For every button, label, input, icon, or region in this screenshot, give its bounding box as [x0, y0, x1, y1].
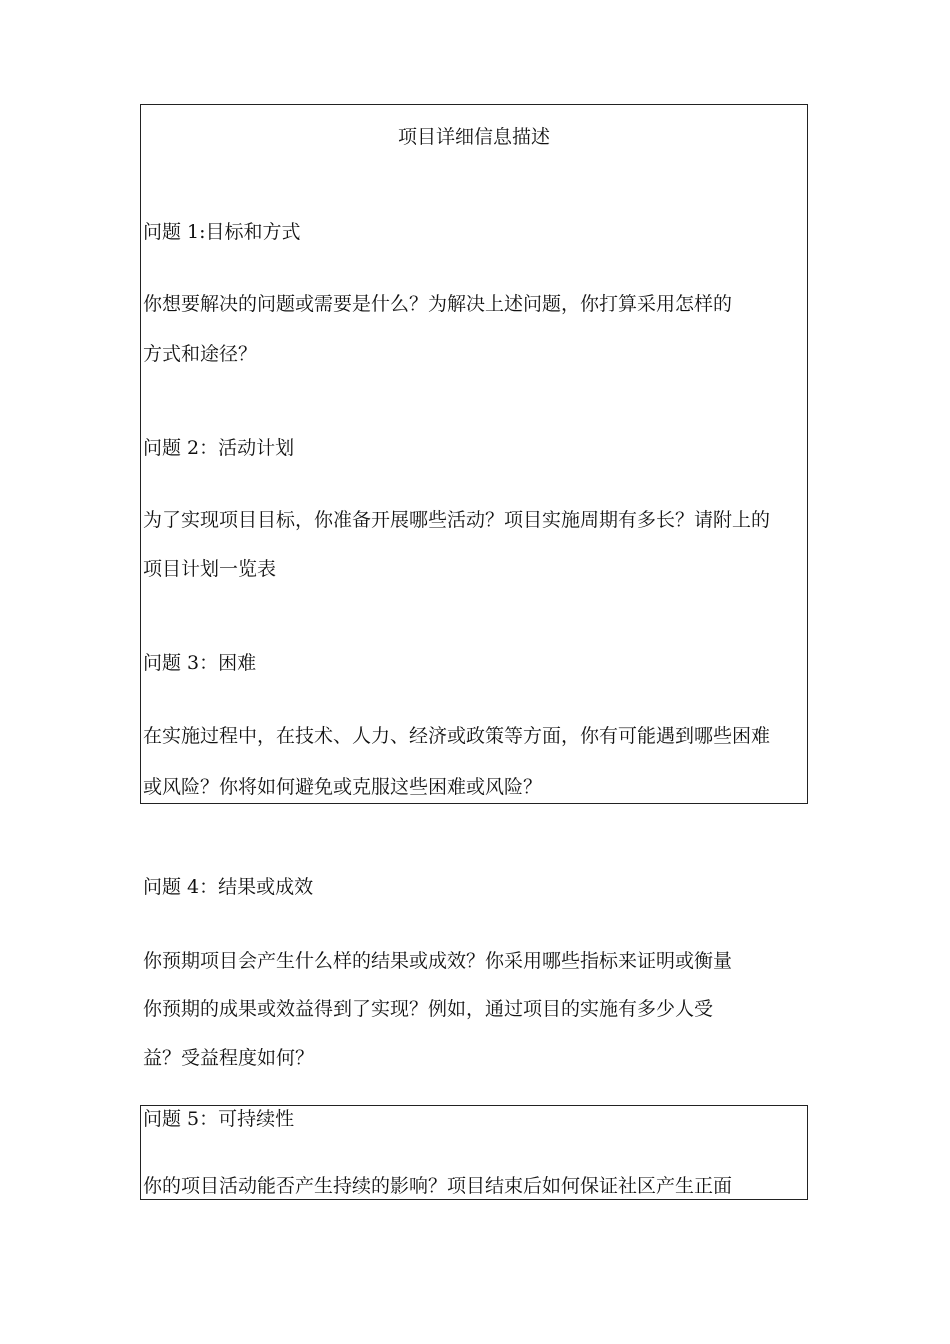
question-2-heading: 问题 2：活动计划: [143, 437, 295, 459]
question-3-text-line-1: 在实施过程中，在技术、人力、经济或政策等方面，你有可能遇到哪些困难: [143, 725, 771, 747]
question-1-heading: 问题 1:目标和方式: [143, 221, 301, 243]
question-1-text-line-1: 你想要解决的问题或需要是什么？为解决上述问题，你打算采用怎样的: [143, 293, 733, 315]
question-5-box: [140, 1105, 808, 1200]
question-1-text-line-2: 方式和途径？: [143, 343, 258, 365]
question-2-text-line-1: 为了实现项目目标，你准备开展哪些活动？项目实施周期有多长？请附上的: [143, 509, 771, 531]
question-5-heading: 问题 5：可持续性: [143, 1108, 295, 1130]
question-4-text-line-1: 你预期项目会产生什么样的结果或成效？你采用哪些指标来证明或衡量: [143, 950, 733, 972]
question-4-text-line-2: 你预期的成果或效益得到了实现？例如，通过项目的实施有多少人受: [143, 998, 714, 1020]
question-4-text-line-3: 益？受益程度如何？: [143, 1047, 315, 1069]
question-4-heading: 问题 4：结果或成效: [143, 876, 314, 898]
question-3-text-line-2: 或风险？你将如何避免或克服这些困难或风险？: [143, 776, 543, 798]
question-5-text-line-1: 你的项目活动能否产生持续的影响？项目结束后如何保证社区产生正面: [143, 1175, 733, 1197]
question-3-heading: 问题 3：困难: [143, 652, 257, 674]
question-2-text-line-2: 项目计划一览表: [143, 558, 277, 580]
document-title: 项目详细信息描述: [397, 126, 550, 148]
description-table-box: [140, 104, 808, 804]
